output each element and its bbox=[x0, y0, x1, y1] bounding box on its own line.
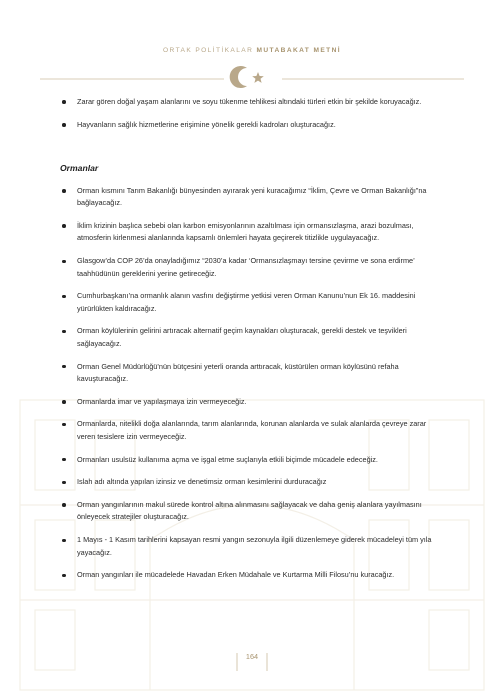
list-item: Ormanları usulsüz kullanıma açma ve işgal etme suçlarıyla etkili biçimde mücadele edeceğiz. bbox=[60, 454, 434, 466]
document-header bbox=[0, 47, 504, 54]
list-item: 1 Mayıs - 1 Kasım tarihlerini kapsayan resmi yangın sezonuyla ilgili düzenlemeye giderek mücadeleyi tüm yıla yayacağız. bbox=[60, 534, 434, 559]
top-bullet-list bbox=[60, 96, 434, 131]
header-bold-title: MUTABAKAT METNİ bbox=[256, 47, 341, 54]
crescent-star-divider bbox=[40, 62, 464, 88]
list-item: İklim krizinin başlıca sebebi olan karbon emisyonlarının azaltılması için ormansızlaşma, arazi bozulması, atmosferin kirlenmesi alanlarında kapsamlı önlemleri hayata geçirerek titizlikle uygulayacağız. bbox=[60, 220, 434, 245]
main-content bbox=[60, 96, 434, 592]
list-item: Ormanlarda imar ve yapılaşmaya izin vermeyeceğiz. bbox=[60, 396, 434, 408]
list-item: Ormanlarda, nitelikli doğa alanlarında, tarım alanlarında, korunan alanlarda ve sulak alanlarda çevreye zarar veren tesislere izin vermeyeceğiz. bbox=[60, 418, 434, 443]
list-item: Hayvanların sağlık hizmetlerine erişimine yönelik gerekli kadroları oluşturacağız. bbox=[60, 119, 434, 131]
list-item: Orman köylülerinin gelirini artıracak alternatif geçim kaynakları oluşturacak, gerekli destek ve teşvikleri sağlayacağız. bbox=[60, 325, 434, 350]
list-item: Orman yangınları ile mücadelede Havadan Erken Müdahale ve Kurtarma Milli Filosu’nu kuracağız. bbox=[60, 569, 434, 581]
header-prefix: ORTAK POLİTİKALAR bbox=[163, 47, 254, 54]
list-item: Orman yangınlarının makul sürede kontrol altına alınmasını sağlayacak ve daha geniş alanlara yayılmasını önleyecek stratejiler oluşturacağız. bbox=[60, 499, 434, 524]
crescent-icon bbox=[230, 66, 247, 88]
list-item: Orman kısmını Tarım Bakanlığı bünyesinden ayırarak yeni kuracağımız “İklim, Çevre ve Orman Bakanlığı”na bağlayacağız. bbox=[60, 185, 434, 210]
page-number: 164 bbox=[245, 652, 259, 661]
list-item: Glasgow’da COP 26’da onayladığımız “2030’a kadar ‘Ormansızlaşmayı tersine çevirme ve sona erdirme’ taahhüdünün gereklerini yerine getireceğiz. bbox=[60, 255, 434, 280]
star-icon bbox=[252, 72, 264, 83]
list-item: Zarar gören doğal yaşam alanlarını ve soyu tükenme tehlikesi altındaki türleri etkin bir şekilde koruyacağız. bbox=[60, 96, 434, 108]
list-item: Cumhurbaşkanı’na ormanlık alanın vasfını değiştirme yetkisi veren Orman Kanunu’nun Ek 16. maddesini yürürlükten kaldıracağız. bbox=[60, 290, 434, 315]
list-item: Islah adı altında yapılan izinsiz ve denetimsiz orman kesimlerini durduracağız bbox=[60, 476, 434, 488]
section-title: Ormanlar bbox=[60, 163, 99, 174]
list-item: Orman Genel Müdürlüğü’nün bütçesini yeterli oranda arttıracak, küstürülen orman köylüsünü refaha kavuşturacağız. bbox=[60, 361, 434, 386]
section-bullet-list bbox=[60, 185, 434, 582]
